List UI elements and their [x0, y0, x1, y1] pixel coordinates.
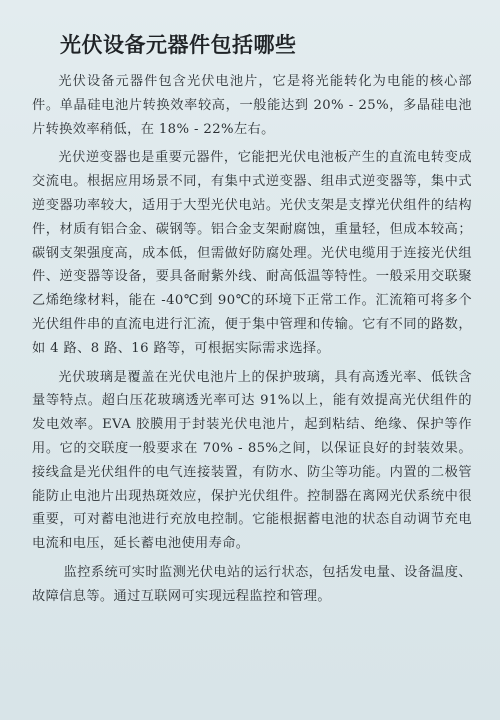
document-title: 光伏设备元器件包括哪些 [60, 33, 297, 57]
paragraph-4: 监控系统可实时监测光伏电站的运行状态，包括发电量、设备温度、故障信息等。通过互联网可实现远程监控和管理。 [32, 564, 472, 604]
paragraph-2: 光伏逆变器也是重要元器件，它能把光伏电池板产生的直流电转变成交流电。根据应用场景不同，有集中式逆变器、组串式逆变器等，集中式逆变器功率较大，适用于大型光伏电站。光伏支架是支撑光伏组件的结构件，材质有铝合金、碳钢等。铝合金支架耐腐蚀，重量轻，但成本较高；碳钢支架强度高，成本低，但需做好防腐处理。光伏电缆用于连接光伏组件、逆变器等设备，要具备耐紫外线、耐高低温等特性。一般采用交联聚乙烯绝缘材料，能在 -40℃到 90℃的环境下正常工作。汇流箱可将多个光伏组件串的直流电进行汇流，便于集中管理和传输。它有不同的路数，如 4 路、8 路、16 路等，可根据实际需求选择。 [32, 150, 472, 356]
paragraph-3: 光伏玻璃是覆盖在光伏电池片上的保护玻璃，具有高透光率、低铁含量等特点。超白压花玻璃透光率可达 91%以上，能有效提高光伏组件的发电效率。EVA 胶膜用于封装光伏电池片，起到粘结、绝缘、保护等作用。它的交联度一般要求在 70% - 85%之间，以保证良好的封装效果。接线盒是光伏组件的电气连接装置，有防水、防尘等功能。内置的二极管能防止电池片出现热斑效应，保护光伏组件。控制器在离网光伏系统中很重要，可对蓄电池进行充放电控制。它能根据蓄电池的状态自动调节充电电流和电压，延长蓄电池使用寿命。 [32, 369, 472, 552]
document-body [32, 70, 472, 614]
paragraph-1: 光伏设备元器件包含光伏电池片，它是将光能转化为电能的核心部件。单晶硅电池片转换效率较高，一般能达到 20% - 25%，多晶硅电池片转换效率稍低，在 18% - 22%左右。 [32, 74, 472, 137]
